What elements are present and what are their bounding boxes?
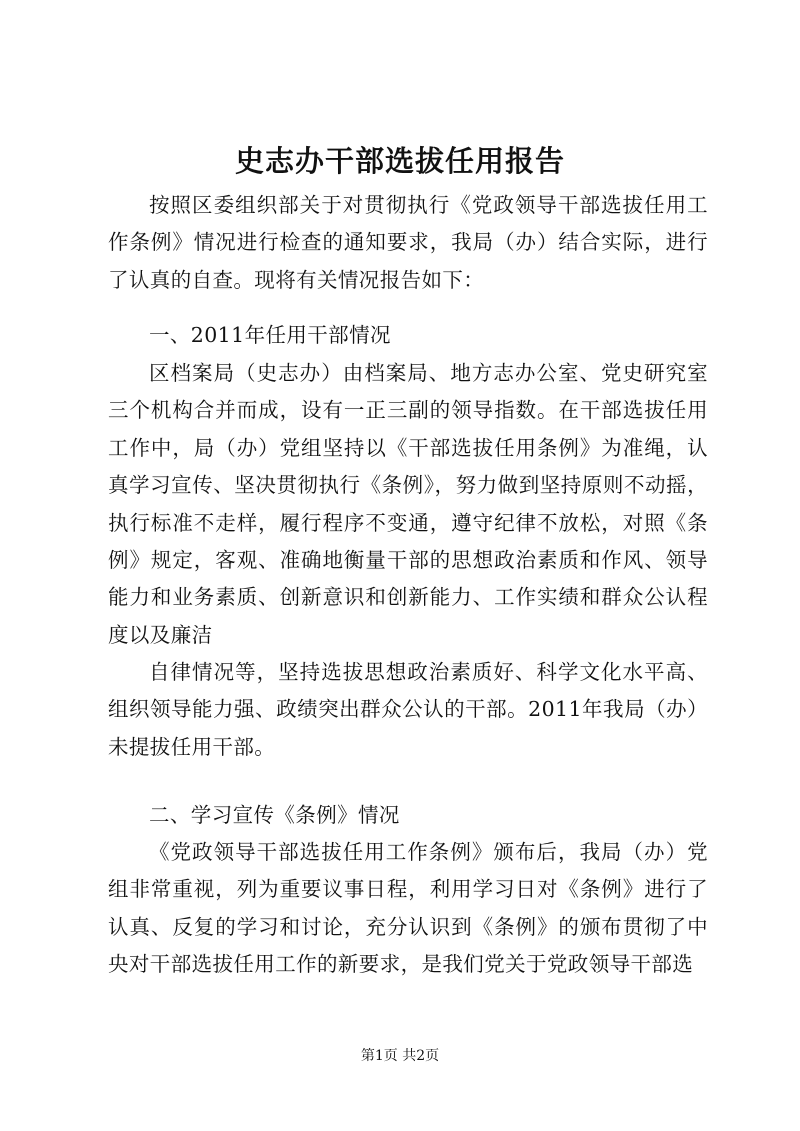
body-paragraph-2: 自律情况等，坚持选拔思想政治素质好、科学文化水平高、组织领导能力强、政绩突出群众公认的干部。2011年我局（办）未提拔任用干部。: [108, 660, 708, 759]
body-paragraph-1: 区档案局（史志办）由档案局、地方志办公室、党史研究室三个机构合并而成，设有一正三副的领导指数。在干部选拔任用工作中，局（办）党组坚持以《干部选拔任用条例》为准绳，认真学习宣传、坚决贯彻执行《条例》，努力做到坚持原则不动摇，执行标准不走样，履行程序不变通，遵守纪律不放松，对照《条例》规定，客观、准确地衡量干部的思想政治素质和作风、领导能力和业务素质、创新意识和创新能力、工作实绩和群众公认程度以及廉洁: [108, 361, 708, 647]
intro-paragraph: 按照区委组织部关于对贯彻执行《党政领导干部选拔任用工作条例》情况进行检查的通知要求，我局（办）结合实际，进行了认真的自查。现将有关情况报告如下：: [108, 193, 708, 292]
document-title: 史志办干部选拔任用报告: [234, 144, 565, 178]
body-paragraph-3: 《党政领导干部选拔任用工作条例》颁布后，我局（办）党组非常重视，列为重要议事日程，利用学习日对《条例》进行了认真、反复的学习和讨论，充分认识到《条例》的颁布贯彻了中央对干部选拔任用工作的新要求，是我们党关于党政领导干部选: [108, 840, 708, 977]
page-footer: 第1页 共2页: [360, 1048, 440, 1064]
section-heading-1: 一、2011年任用干部情况: [149, 323, 391, 347]
section-heading-2: 二、学习宣传《条例》情况: [149, 803, 400, 827]
